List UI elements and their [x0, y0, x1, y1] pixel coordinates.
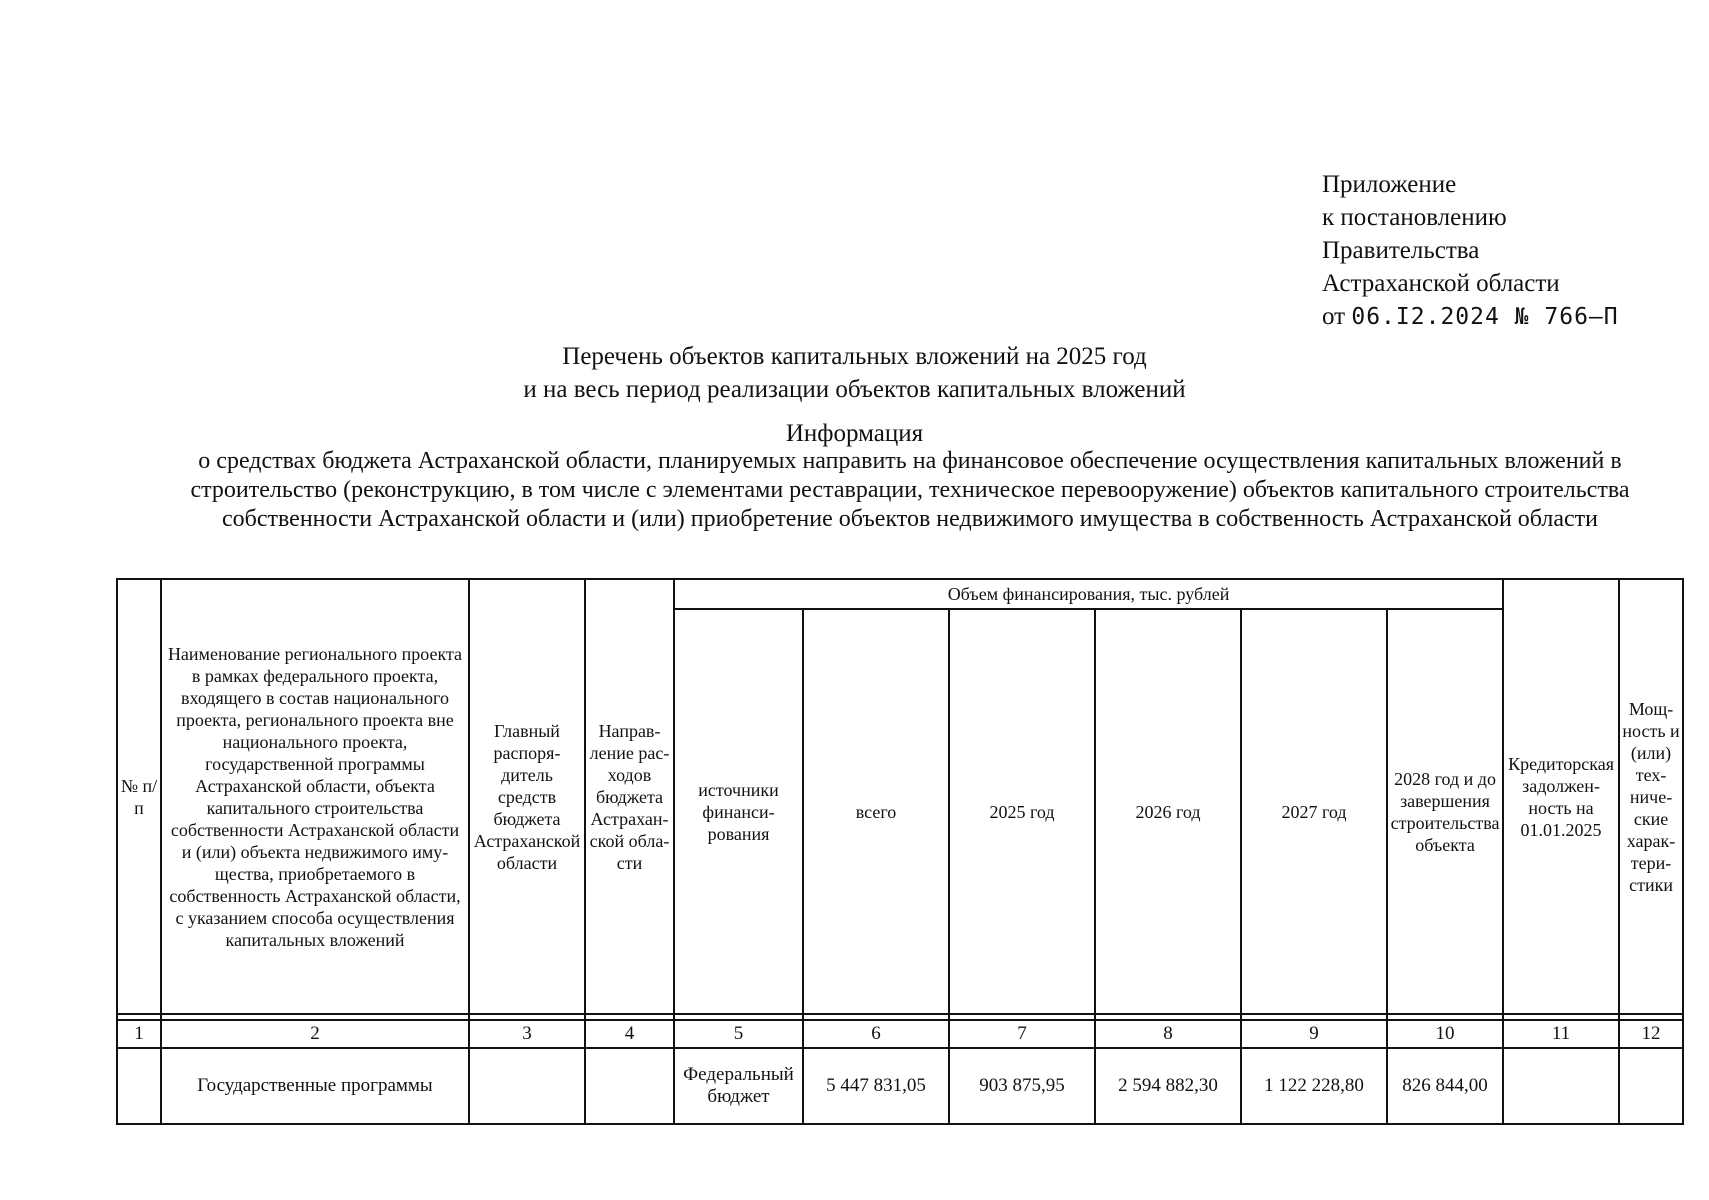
row-year-2028-plus: 826 844,00: [1387, 1048, 1503, 1124]
header-capacity: Мощность и (или) технические характеристики: [1619, 579, 1683, 1014]
column-number: 12: [1619, 1020, 1683, 1048]
appendix-order-line: [1322, 300, 1619, 334]
column-number: 9: [1241, 1020, 1387, 1048]
column-number: 1: [117, 1020, 161, 1048]
appendix-order-number: 06.I2.2024 № 766–П: [1351, 304, 1619, 330]
header-year-2025: 2025 год: [949, 609, 1095, 1014]
header-financing-sources: источники финансирования: [674, 609, 803, 1014]
column-number: 2: [161, 1020, 469, 1048]
appendix-order-prefix: от: [1322, 303, 1346, 330]
row-creditor-debt: [1503, 1048, 1619, 1124]
header-year-2028-plus: 2028 год и до завершения строительства объекта: [1387, 609, 1503, 1014]
row-source: Федеральный бюджет: [674, 1048, 803, 1124]
header-number: № п/п: [117, 579, 161, 1014]
header-financing-volume: Объем финансирования, тыс. рублей: [674, 579, 1503, 609]
header-expense-direction: Направление расходов бюджета Астраханской области: [585, 579, 674, 1014]
appendix-line: Астраханской области: [1322, 270, 1560, 297]
capital-investment-table: [116, 578, 1684, 1125]
row-manager: [469, 1048, 585, 1124]
title-line: и на весь период реализации объектов капитальных вложений: [523, 376, 1186, 403]
column-number: 11: [1503, 1020, 1619, 1048]
header-budget-manager: Главный распорядитель средств бюджета Астраханской области: [469, 579, 585, 1014]
row-number: [117, 1048, 161, 1124]
row-capacity: [1619, 1048, 1683, 1124]
row-total: 5 447 831,05: [803, 1048, 949, 1124]
header-year-2027: 2027 год: [1241, 609, 1387, 1014]
column-number: 5: [674, 1020, 803, 1048]
column-number: 7: [949, 1020, 1095, 1048]
appendix-line: Правительства: [1322, 237, 1480, 264]
row-year-2025: 903 875,95: [949, 1048, 1095, 1124]
row-direction: [585, 1048, 674, 1124]
document-title: [0, 340, 1709, 406]
column-number: 3: [469, 1020, 585, 1048]
info-text: о средствах бюджета Астраханской области, планируемых направить на финансовое обеспечение осуществления капитальных вложений в строительство (реконструкцию, в том числе с элементами реставрации, техническое перевооружение) объектов капитального строительства собственности Астраханской области и (или) приобретение объектов недвижимого имущества в собственность Астраханской области: [190, 448, 1630, 532]
title-line: Перечень объектов капитальных вложений на 2025 год: [562, 343, 1147, 370]
column-number: 4: [585, 1020, 674, 1048]
header-year-2026: 2026 год: [1095, 609, 1241, 1014]
column-number: 6: [803, 1020, 949, 1048]
column-number: 10: [1387, 1020, 1503, 1048]
info-heading: Информация: [785, 420, 924, 447]
row-year-2026: 2 594 882,30: [1095, 1048, 1241, 1124]
header-creditor-debt: Кредиторская задолженность на 01.01.2025: [1503, 579, 1619, 1014]
row-name: Государственные программы: [161, 1048, 469, 1124]
column-number: 8: [1095, 1020, 1241, 1048]
row-year-2027: 1 122 228,80: [1241, 1048, 1387, 1124]
table-row: [117, 1048, 1683, 1124]
column-number-row: [117, 1020, 1683, 1048]
header-total: всего: [803, 609, 949, 1014]
header-project-name: Наименование регионального проекта в рамках федерального проекта, входящего в состав национального проекта, регионального проекта вне национального проекта, государственной программы Астраханской области, объекта капитального строительства собственности Астраханской области и (или) объекта недвижимого имущества, приобретаемого в собственность Астраханской области, с указанием способа осуществления капитальных вложений: [161, 579, 469, 1014]
appendix-line: к постановлению: [1322, 204, 1507, 231]
appendix-line: Приложение: [1322, 171, 1457, 198]
appendix-block: [1322, 168, 1619, 334]
